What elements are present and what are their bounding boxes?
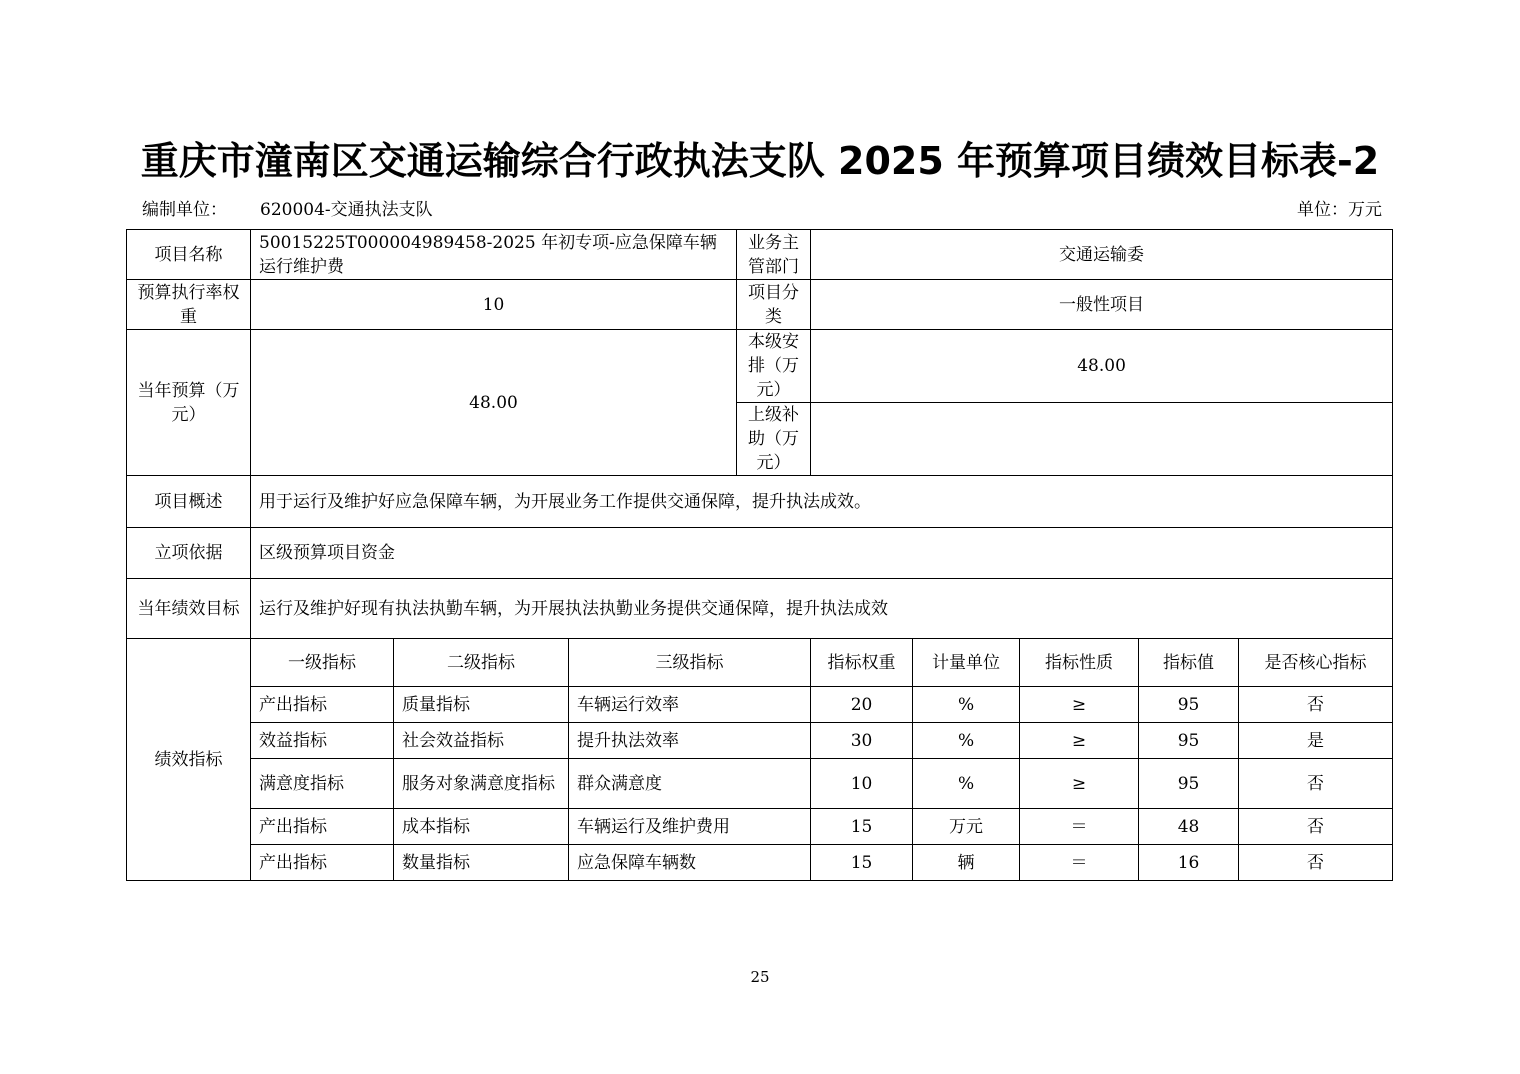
header-core: 是否核心指标 bbox=[1239, 639, 1393, 687]
overview-label: 项目概述 bbox=[127, 476, 251, 528]
weight-label: 预算执行率权重 bbox=[127, 280, 251, 330]
indicator-level1: 产出指标 bbox=[251, 845, 394, 881]
indicator-weight: 10 bbox=[811, 759, 913, 809]
goal-label: 当年绩效目标 bbox=[127, 579, 251, 639]
perf-label: 绩效指标 bbox=[127, 639, 251, 881]
table-row bbox=[127, 330, 1393, 403]
indicator-nature: ＝ bbox=[1020, 845, 1139, 881]
indicator-level1: 效益指标 bbox=[251, 723, 394, 759]
project-name-label: 项目名称 bbox=[127, 230, 251, 280]
header-weight: 指标权重 bbox=[811, 639, 913, 687]
indicator-value: 48 bbox=[1139, 809, 1239, 845]
weight-value: 10 bbox=[251, 280, 737, 330]
indicator-nature: ＝ bbox=[1020, 809, 1139, 845]
project-name-value: 50015225T000004989458-2025 年初专项-应急保障车辆运行维护费 bbox=[251, 230, 737, 280]
goal-value: 运行及维护好现有执法执勤车辆，为开展执法执勤业务提供交通保障，提升执法成效 bbox=[251, 579, 1393, 639]
compiling-unit bbox=[142, 195, 433, 220]
table-row bbox=[127, 579, 1393, 639]
indicator-row bbox=[127, 723, 1393, 759]
indicator-nature: ≥ bbox=[1020, 723, 1139, 759]
basis-label: 立项依据 bbox=[127, 528, 251, 579]
indicator-level3: 车辆运行及维护费用 bbox=[569, 809, 811, 845]
indicator-weight: 20 bbox=[811, 687, 913, 723]
header-level3: 三级指标 bbox=[569, 639, 811, 687]
indicator-value: 95 bbox=[1139, 723, 1239, 759]
indicator-unit: % bbox=[913, 759, 1020, 809]
indicator-unit: 辆 bbox=[913, 845, 1020, 881]
compiling-unit-value: 620004-交通执法支队 bbox=[260, 200, 433, 220]
upper-label: 上级补助（万元） bbox=[737, 403, 811, 476]
table-row bbox=[127, 528, 1393, 579]
indicator-value: 95 bbox=[1139, 687, 1239, 723]
indicator-level3: 群众满意度 bbox=[569, 759, 811, 809]
indicator-core: 否 bbox=[1239, 759, 1393, 809]
indicator-unit: % bbox=[913, 723, 1020, 759]
indicator-level2: 社会效益指标 bbox=[394, 723, 569, 759]
basis-value: 区级预算项目资金 bbox=[251, 528, 1393, 579]
indicator-level3: 车辆运行效率 bbox=[569, 687, 811, 723]
local-value: 48.00 bbox=[811, 330, 1393, 403]
indicator-value: 95 bbox=[1139, 759, 1239, 809]
page-number: 25 bbox=[750, 968, 770, 986]
local-label: 本级安排（万元） bbox=[737, 330, 811, 403]
indicator-row bbox=[127, 809, 1393, 845]
indicator-header-row bbox=[127, 639, 1393, 687]
indicator-row bbox=[127, 845, 1393, 881]
currency-unit: 单位：万元 bbox=[1297, 200, 1382, 220]
header-value: 指标值 bbox=[1139, 639, 1239, 687]
dept-value: 交通运输委 bbox=[811, 230, 1393, 280]
overview-value: 用于运行及维护好应急保障车辆，为开展业务工作提供交通保障，提升执法成效。 bbox=[251, 476, 1393, 528]
header-unit: 计量单位 bbox=[913, 639, 1020, 687]
indicator-core: 否 bbox=[1239, 809, 1393, 845]
budget-label: 当年预算（万元） bbox=[127, 330, 251, 476]
indicator-nature: ≥ bbox=[1020, 687, 1139, 723]
page-title: 重庆市潼南区交通运输综合行政执法支队 2025 年预算项目绩效目标表-2 bbox=[140, 139, 1380, 183]
indicator-weight: 15 bbox=[811, 845, 913, 881]
header-level1: 一级指标 bbox=[251, 639, 394, 687]
indicator-level1: 满意度指标 bbox=[251, 759, 394, 809]
category-label: 项目分类 bbox=[737, 280, 811, 330]
indicator-level2: 数量指标 bbox=[394, 845, 569, 881]
indicator-level2: 质量指标 bbox=[394, 687, 569, 723]
header-level2: 二级指标 bbox=[394, 639, 569, 687]
indicator-unit: 万元 bbox=[913, 809, 1020, 845]
dept-label: 业务主管部门 bbox=[737, 230, 811, 280]
indicator-level1: 产出指标 bbox=[251, 809, 394, 845]
table-row bbox=[127, 230, 1393, 280]
indicator-nature: ≥ bbox=[1020, 759, 1139, 809]
indicator-weight: 15 bbox=[811, 809, 913, 845]
indicator-level2: 成本指标 bbox=[394, 809, 569, 845]
indicator-value: 16 bbox=[1139, 845, 1239, 881]
indicator-core: 否 bbox=[1239, 845, 1393, 881]
indicator-row bbox=[127, 687, 1393, 723]
indicator-core: 是 bbox=[1239, 723, 1393, 759]
table-row bbox=[127, 280, 1393, 330]
indicator-level3: 应急保障车辆数 bbox=[569, 845, 811, 881]
category-value: 一般性项目 bbox=[811, 280, 1393, 330]
performance-target-table bbox=[126, 229, 1393, 881]
budget-value: 48.00 bbox=[251, 330, 737, 476]
indicator-row bbox=[127, 759, 1393, 809]
indicator-level2: 服务对象满意度指标 bbox=[394, 759, 569, 809]
table-row bbox=[127, 476, 1393, 528]
indicator-core: 否 bbox=[1239, 687, 1393, 723]
indicator-unit: % bbox=[913, 687, 1020, 723]
upper-value bbox=[811, 403, 1393, 476]
compiling-unit-label: 编制单位： bbox=[142, 200, 227, 220]
indicator-weight: 30 bbox=[811, 723, 913, 759]
indicator-level3: 提升执法效率 bbox=[569, 723, 811, 759]
indicator-level1: 产出指标 bbox=[251, 687, 394, 723]
header-nature: 指标性质 bbox=[1020, 639, 1139, 687]
